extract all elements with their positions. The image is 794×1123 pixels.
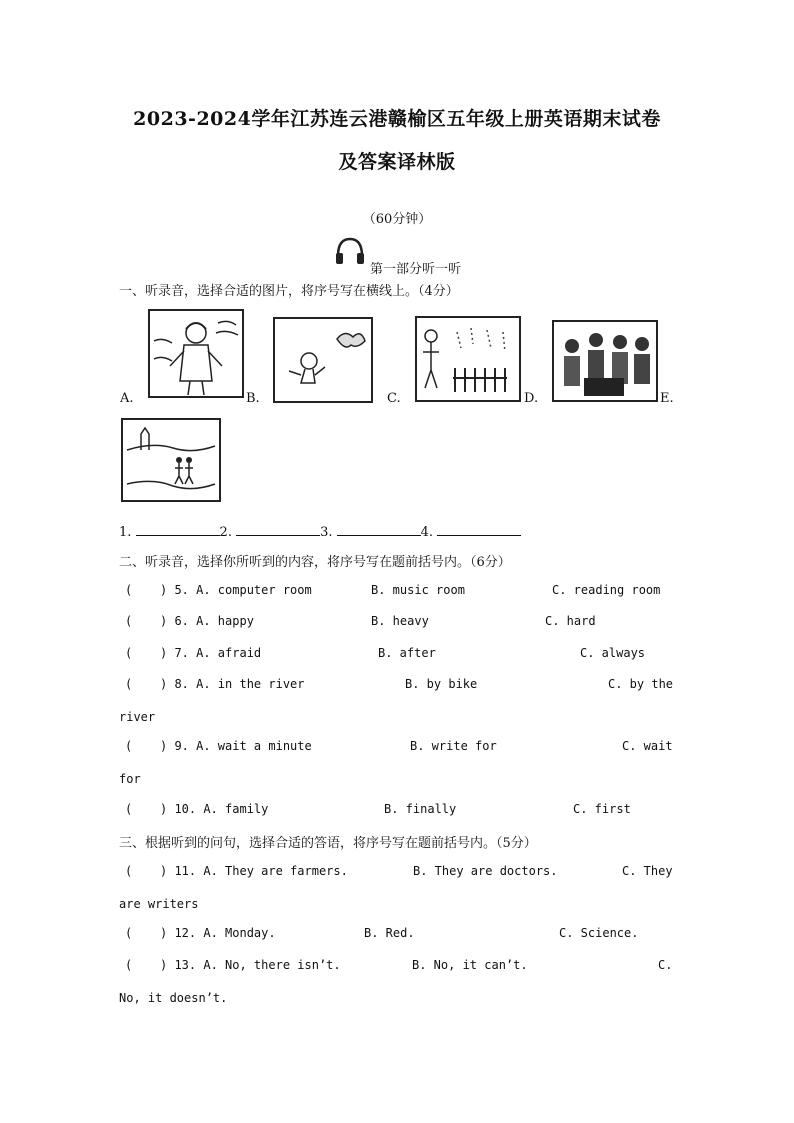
q13-paren[interactable]: (	[125, 958, 133, 972]
section1-heading: 一、听录音，选择合适的图片，将序号写在横线上。（4分）	[119, 284, 459, 299]
q10-option-c: C. first	[573, 802, 631, 816]
blank-2[interactable]	[236, 523, 320, 536]
q11-option-b: B. They are doctors.	[413, 864, 558, 878]
blank-1[interactable]	[136, 523, 220, 536]
q8-option-c-wrap: river	[119, 710, 156, 724]
q8-option-a: ) 8. A. in the river	[160, 677, 305, 691]
q10-option-a: ) 10. A. family	[160, 802, 269, 816]
q6-option-b: B. heavy	[371, 614, 429, 628]
q9-option-b: B. write for	[410, 739, 497, 753]
q5-paren[interactable]: (	[125, 583, 133, 597]
section2-heading: 二、听录音，选择你所听到的内容，将序号写在题前括号内。（6分）	[119, 555, 511, 570]
q13-option-a: ) 13. A. No, there isn’t.	[160, 958, 341, 972]
q8-paren[interactable]: (	[125, 677, 133, 691]
blank-4-label: 4.	[420, 525, 434, 540]
label-b: B.	[246, 391, 260, 406]
q8-option-c: C. by the	[608, 677, 674, 691]
q13-option-c-wrap: No, it doesn’t.	[119, 991, 228, 1005]
q7-option-b: B. after	[378, 646, 436, 660]
blank-3[interactable]	[337, 523, 421, 536]
picture-b	[273, 317, 373, 403]
q5-option-a: ) 5. A. computer room	[160, 583, 312, 597]
q12-paren[interactable]: (	[125, 926, 133, 940]
q8-option-b: B. by bike	[405, 677, 478, 691]
q11-option-a: ) 11. A. They are farmers.	[160, 864, 348, 878]
q11-option-c: C. They	[622, 864, 673, 878]
picture-c	[415, 316, 521, 402]
label-c: C.	[387, 391, 401, 406]
q9-option-a: ) 9. A. wait a minute	[160, 739, 312, 753]
duration: （60分钟）	[362, 212, 432, 227]
doc-title-line1: 2023-2024学年江苏连云港赣榆区五年级上册英语期末试卷	[133, 108, 661, 130]
q11-paren[interactable]: (	[125, 864, 133, 878]
q10-paren[interactable]: (	[125, 802, 133, 816]
q9-option-c: C. wait	[622, 739, 673, 753]
q7-paren[interactable]: (	[125, 646, 133, 660]
q6-option-a: ) 6. A. happy	[160, 614, 254, 628]
picture-a	[148, 309, 244, 398]
part-heading: 第一部分听一听	[370, 262, 462, 277]
q12-option-c: C. Science.	[559, 926, 639, 940]
q9-option-c-wrap: for	[119, 772, 141, 786]
blank-1-label: 1.	[119, 525, 132, 540]
q6-paren[interactable]: (	[125, 614, 133, 628]
q6-option-c: C. hard	[545, 614, 596, 628]
q11-option-c-wrap: are writers	[119, 897, 199, 911]
blank-2-label: 2.	[219, 525, 232, 540]
q13-option-c: C.	[658, 958, 673, 972]
q10-option-b: B. finally	[384, 802, 457, 816]
label-d: D.	[524, 391, 539, 406]
blank-3-label: 3.	[320, 525, 333, 540]
answer-blanks	[119, 523, 521, 540]
q7-option-c: C. always	[580, 646, 646, 660]
blank-4[interactable]	[437, 523, 521, 536]
doc-title-line2: 及答案译林版	[338, 151, 456, 173]
q5-option-c: C. reading room	[552, 583, 661, 597]
picture-d	[552, 320, 658, 402]
q13-option-b: B. No, it can’t.	[412, 958, 528, 972]
q5-option-b: B. music room	[371, 583, 465, 597]
q12-option-b: B. Red.	[364, 926, 415, 940]
picture-e	[121, 418, 221, 502]
q9-paren[interactable]: (	[125, 739, 133, 753]
q12-option-a: ) 12. A. Monday.	[160, 926, 276, 940]
section3-heading: 三、根据听到的问句，选择合适的答语，将序号写在题前括号内。（5分）	[119, 836, 537, 851]
label-a: A.	[120, 391, 134, 406]
q7-option-a: ) 7. A. afraid	[160, 646, 262, 660]
label-e: E.	[660, 391, 674, 406]
headphones-icon	[333, 234, 367, 268]
